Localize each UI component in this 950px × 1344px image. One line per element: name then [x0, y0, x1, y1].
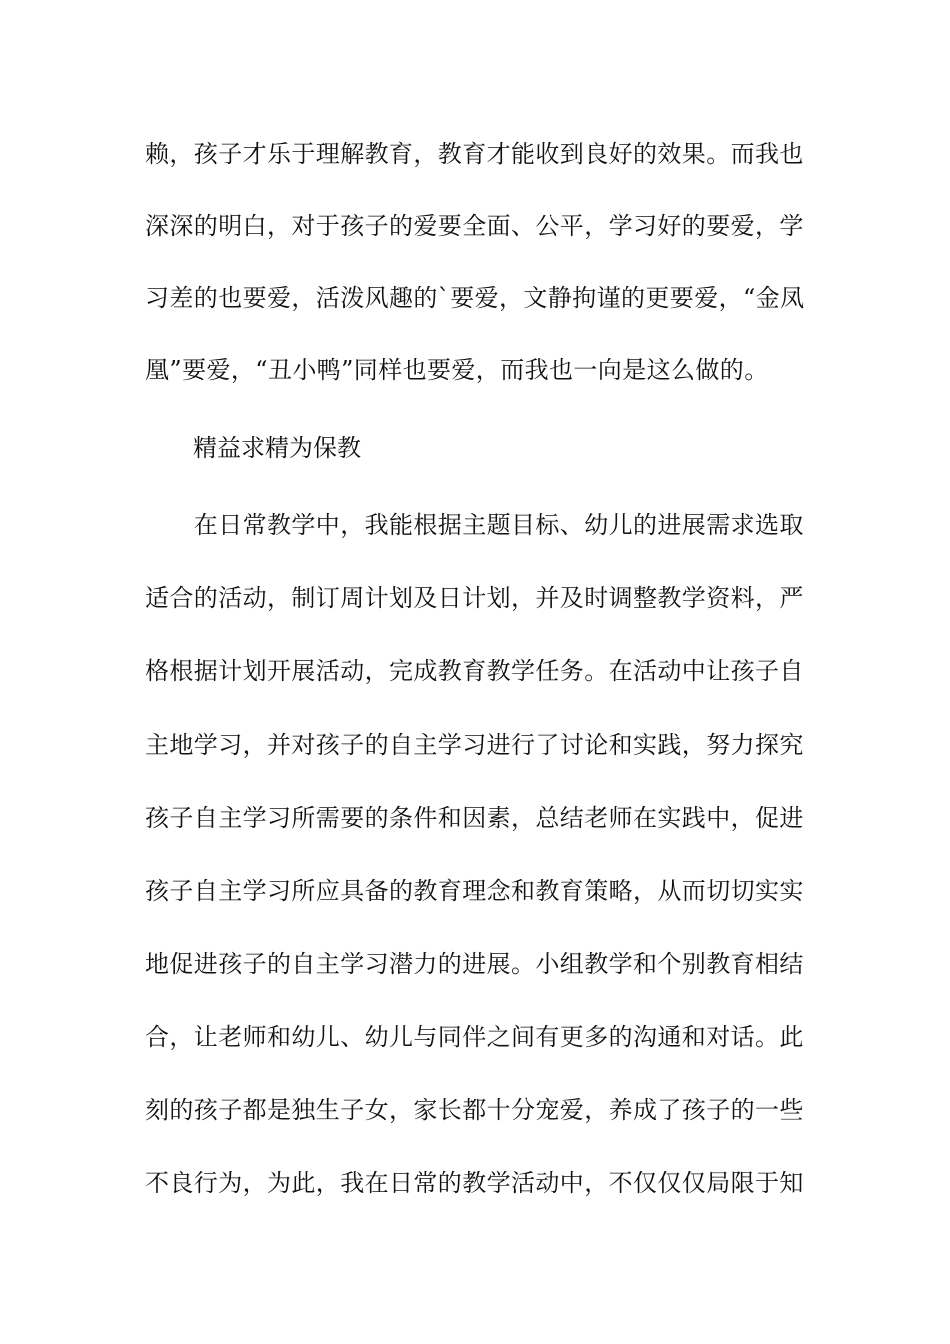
paragraph-line: 凰”要爱，“丑小鸭”同样也要爱，而我也一向是这么做的。: [145, 356, 769, 384]
paragraph-line: 适合的活动，制订周计划及日计划，并及时调整教学资料，严: [145, 584, 804, 612]
paragraph-line: 不良行为，为此，我在日常的教学活动中，不仅仅仅局限于知: [145, 1169, 804, 1197]
paragraph-line: 孩子自主学习所需要的条件和因素，总结老师在实践中，促进: [145, 804, 804, 832]
paragraph-line: 主地学习，并对孩子的自主学习进行了讨论和实践，努力探究: [145, 731, 804, 759]
paragraph-line: 孩子自主学习所应具备的教育理念和教育策略，从而切切实实: [145, 877, 804, 905]
paragraph-line: 习差的也要爱，活泼风趣的`要爱，文静拘谨的更要爱，“金凤: [145, 284, 805, 312]
paragraph-line: 赖，孩子才乐于理解教育，教育才能收到良好的效果。而我也: [145, 140, 804, 168]
section-heading: 精益求精为保教: [193, 434, 361, 462]
paragraph-line: 刻的孩子都是独生子女，家长都十分宠爱，养成了孩子的一些: [145, 1096, 804, 1124]
paragraph-line: 格根据计划开展活动，完成教育教学任务。在活动中让孩子自: [145, 657, 804, 685]
paragraph-line: 合，让老师和幼儿、幼儿与同伴之间有更多的沟通和对话。此: [145, 1023, 804, 1051]
paragraph-line: 地促进孩子的自主学习潜力的进展。小组教学和个别教育相结: [145, 950, 804, 978]
paragraph-line: 深深的明白，对于孩子的爱要全面、公平，学习好的要爱，学: [145, 212, 804, 240]
paragraph-line: 在日常教学中，我能根据主题目标、幼儿的进展需求选取: [145, 511, 804, 539]
